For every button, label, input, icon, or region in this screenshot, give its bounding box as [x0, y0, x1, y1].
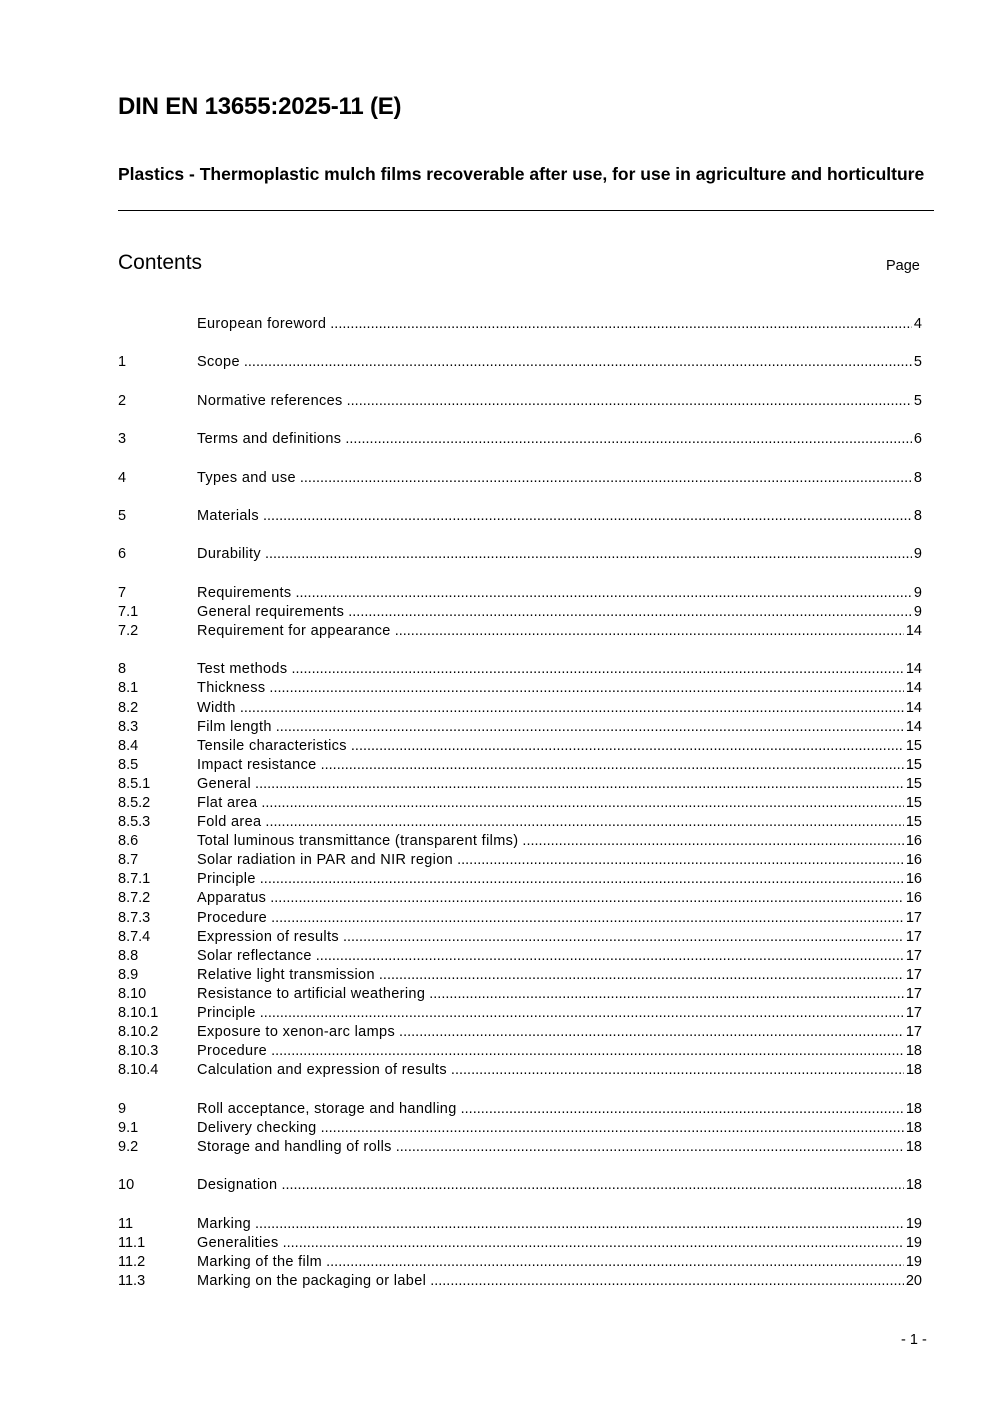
toc-entry-page: 20 [905, 1272, 922, 1289]
toc-entry-number: 8.4 [118, 737, 139, 754]
toc-entry-title: Apparatus [197, 890, 267, 907]
toc-entry[interactable] [118, 1272, 922, 1291]
toc-entry-number: 8.10.2 [118, 1024, 159, 1041]
toc-entry-number: 2 [118, 392, 127, 409]
toc-entry-title: Flat area [197, 794, 258, 811]
toc-dot-leader [316, 947, 904, 966]
toc-entry-page: 17 [905, 928, 922, 945]
toc-entry[interactable] [118, 1234, 922, 1253]
toc-entry[interactable] [118, 679, 922, 698]
toc-entry-title: Principle [197, 871, 256, 888]
toc-entry[interactable] [118, 1100, 922, 1119]
toc-entry-page: 14 [905, 661, 922, 678]
toc-entry-title: Calculation and expression of results [197, 1062, 447, 1079]
toc-entry-title: General requirements [197, 603, 345, 620]
toc-entry-number: 8.10.4 [118, 1062, 159, 1079]
toc-dot-leader [255, 1215, 904, 1234]
toc-entry-page: 17 [905, 947, 922, 964]
toc-entry-page: 14 [905, 699, 922, 716]
toc-entry[interactable] [118, 889, 922, 908]
toc-dot-leader [345, 430, 912, 449]
toc-dot-leader [429, 985, 904, 1004]
toc-entry-title: Requirement for appearance [197, 622, 391, 639]
toc-entry-title: Procedure [197, 909, 268, 926]
toc-entry-page: 15 [905, 756, 922, 773]
toc-entry[interactable] [118, 985, 922, 1004]
toc-entry-title: Procedure [197, 1043, 268, 1060]
toc-entry-title: Solar reflectance [197, 947, 312, 964]
toc-entry-page: 8 [913, 469, 922, 486]
toc-entry[interactable] [118, 947, 922, 966]
toc-entry-number: 8.7.1 [118, 871, 151, 888]
toc-entry-number: 7.1 [118, 603, 139, 620]
toc-dot-leader [347, 392, 912, 411]
toc-entry-title: Marking of the film [197, 1253, 323, 1270]
toc-entry-number: 8.3 [118, 718, 139, 735]
toc-entry-page: 17 [905, 985, 922, 1002]
toc-entry[interactable] [118, 353, 922, 372]
toc-entry-page: 16 [905, 871, 922, 888]
toc-entry-title: Relative light transmission [197, 966, 375, 983]
toc-entry[interactable] [118, 1042, 922, 1061]
toc-entry-title: Expression of results [197, 928, 339, 945]
toc-entry[interactable] [118, 622, 922, 641]
toc-entry-page: 17 [905, 909, 922, 926]
toc-entry-number: 8.7 [118, 852, 139, 869]
toc-entry-page: 5 [913, 354, 922, 371]
toc-dot-leader [283, 1234, 904, 1253]
toc-entry-page: 17 [905, 1005, 922, 1021]
toc-entry[interactable] [118, 660, 922, 679]
toc-dot-leader [265, 545, 912, 564]
toc-entry-page: 19 [905, 1215, 922, 1232]
toc-entry-number: 10 [118, 1177, 135, 1194]
contents-heading: Contents [118, 251, 203, 274]
toc-dot-leader [430, 1272, 904, 1291]
toc-dot-leader [260, 870, 904, 889]
toc-entry[interactable] [118, 813, 922, 832]
toc-entry[interactable] [118, 966, 922, 985]
toc-entry[interactable] [118, 315, 922, 334]
toc-entry-title: Scope [197, 354, 240, 371]
toc-entry-number: 7 [118, 584, 127, 601]
toc-entry[interactable] [118, 775, 922, 794]
toc-entry-number: 8.2 [118, 699, 139, 716]
toc-entry-page: 18 [905, 1177, 922, 1194]
toc-entry[interactable] [118, 1023, 922, 1042]
toc-entry[interactable] [118, 1253, 922, 1272]
toc-dot-leader [343, 928, 904, 947]
toc-entry-title: Thickness [197, 680, 266, 697]
toc-entry-title: Generalities [197, 1234, 279, 1251]
toc-dot-leader [291, 660, 903, 679]
toc-entry-number: 8.7.2 [118, 890, 151, 907]
toc-entry-title: Impact resistance [197, 756, 317, 773]
toc-entry[interactable] [118, 737, 922, 756]
toc-entry-page: 15 [905, 737, 922, 754]
toc-entry[interactable] [118, 603, 922, 622]
toc-entry[interactable] [118, 1119, 922, 1138]
toc-entry-title: Principle [197, 1005, 256, 1021]
toc-dot-leader [265, 813, 903, 832]
toc-dot-leader [522, 832, 903, 851]
toc-entry[interactable] [118, 699, 922, 718]
page-column-heading: Page [886, 258, 920, 274]
toc-dot-leader [396, 1138, 904, 1157]
toc-entry-number: 8.1 [118, 680, 139, 697]
toc-entry-number: 5 [118, 507, 127, 524]
toc-entry-page: 6 [913, 431, 922, 448]
toc-entry-title: Solar radiation in PAR and NIR region [197, 852, 454, 869]
toc-entry-number: 7.2 [118, 622, 139, 639]
toc-dot-leader [270, 889, 904, 908]
toc-dot-leader [330, 315, 912, 334]
toc-dot-leader [255, 775, 904, 794]
toc-dot-leader [244, 353, 912, 372]
toc-entry[interactable] [118, 1176, 922, 1195]
toc-dot-leader [451, 1061, 904, 1080]
toc-entry[interactable] [118, 832, 922, 851]
toc-entry-page: 18 [905, 1138, 922, 1155]
toc-dot-leader [240, 699, 904, 718]
toc-dot-leader [348, 603, 912, 622]
toc-entry-page: 9 [913, 546, 922, 563]
toc-entry-number: 1 [118, 354, 127, 371]
title-divider [118, 210, 934, 211]
toc-entry-page: 15 [905, 794, 922, 811]
toc-dot-leader [461, 1100, 904, 1119]
toc-entry-number: 8.9 [118, 966, 139, 983]
toc-dot-leader [269, 679, 903, 698]
toc-entry-title: Fold area [197, 814, 262, 831]
toc-entry-page: 16 [905, 890, 922, 907]
toc-entry-number: 4 [118, 469, 127, 486]
toc-entry[interactable] [118, 584, 922, 603]
toc-entry[interactable] [118, 430, 922, 449]
toc-entry-number: 8 [118, 661, 127, 678]
toc-entry-title: Tensile characteristics [197, 737, 347, 754]
toc-entry-page: 18 [905, 1119, 922, 1136]
toc-dot-leader [321, 1119, 904, 1138]
document-title: Plastics - Thermoplastic mulch films recoverable after use, for use in agriculture and horticulture [118, 164, 925, 184]
toc-entry-number: 9 [118, 1100, 127, 1117]
toc-entry-title: Resistance to artificial weathering [197, 985, 426, 1002]
toc-entry[interactable] [118, 870, 922, 889]
toc-entry-page: 19 [905, 1253, 922, 1270]
toc-entry-page: 15 [905, 814, 922, 831]
toc-entry-title: Types and use [197, 469, 296, 486]
toc-dot-leader [326, 1253, 904, 1272]
toc-entry-title: Roll acceptance, storage and handling [197, 1100, 457, 1117]
toc-entry-number: 8.10 [118, 985, 147, 1002]
toc-entry-number: 11.2 [118, 1253, 146, 1270]
toc-entry[interactable] [118, 909, 922, 928]
toc-dot-leader [276, 718, 904, 737]
toc-entry-page: 4 [913, 316, 922, 332]
toc-entry-title: Requirements [197, 584, 292, 601]
toc-entry[interactable] [118, 507, 922, 526]
toc-entry-page: 15 [905, 775, 922, 792]
toc-entry-number: 8.5.1 [118, 775, 151, 792]
toc-entry-number: 8.8 [118, 947, 139, 964]
toc-entry[interactable] [118, 928, 922, 947]
toc-entry[interactable] [118, 1061, 922, 1080]
toc-entry[interactable] [118, 1004, 922, 1023]
toc-entry-page: 9 [913, 603, 922, 620]
table-of-contents [118, 315, 922, 1291]
toc-entry-page: 17 [905, 966, 922, 983]
toc-entry-page: 19 [905, 1234, 922, 1251]
toc-entry-number: 9.2 [118, 1138, 139, 1155]
toc-entry-number: 8.7.4 [118, 928, 151, 945]
toc-entry-title: Durability [197, 546, 261, 563]
toc-entry[interactable] [118, 469, 922, 488]
toc-entry-page: 18 [905, 1100, 922, 1117]
toc-entry-page: 18 [905, 1043, 922, 1060]
toc-entry-title: Normative references [197, 392, 343, 409]
toc-entry-title: Storage and handling of rolls [197, 1138, 392, 1155]
toc-entry-title: Test methods [197, 661, 288, 678]
toc-entry-title: Width [197, 699, 236, 716]
toc-entry-title: Delivery checking [197, 1119, 317, 1136]
toc-entry-number: 11.1 [118, 1234, 146, 1251]
toc-dot-leader [300, 469, 912, 488]
toc-entry-title: Materials [197, 507, 259, 524]
toc-entry[interactable] [118, 545, 922, 564]
toc-entry-page: 8 [913, 507, 922, 524]
toc-entry[interactable] [118, 1138, 922, 1157]
toc-dot-leader [271, 1042, 904, 1061]
toc-entry-page: 14 [905, 718, 922, 735]
toc-entry[interactable] [118, 851, 922, 870]
toc-entry-number: 6 [118, 546, 127, 563]
toc-entry-number: 8.10.3 [118, 1043, 159, 1060]
toc-entry-page: 16 [905, 833, 922, 850]
toc-entry-number: 8.5 [118, 756, 139, 773]
toc-dot-leader [399, 1023, 904, 1042]
toc-entry-title: Marking on the packaging or label [197, 1272, 427, 1289]
toc-entry-number: 8.5.2 [118, 794, 151, 811]
toc-entry-title: Terms and definitions [197, 431, 342, 448]
toc-entry-title: Film length [197, 718, 272, 735]
document-id: DIN EN 13655:2025-11 (E) [118, 93, 402, 120]
toc-entry-title: European foreword [197, 316, 327, 332]
toc-entry-page: 18 [905, 1062, 922, 1079]
toc-entry-page: 14 [905, 680, 922, 697]
toc-entry-number: 8.7.3 [118, 909, 151, 926]
toc-dot-leader [395, 622, 904, 641]
toc-dot-leader [260, 1004, 904, 1023]
toc-dot-leader [271, 909, 904, 928]
toc-entry[interactable] [118, 718, 922, 737]
toc-dot-leader [263, 507, 912, 526]
toc-entry[interactable] [118, 794, 922, 813]
toc-dot-leader [295, 584, 911, 603]
toc-entry-page: 5 [913, 392, 922, 409]
toc-entry-number: 8.5.3 [118, 814, 151, 831]
toc-entry-number: 11.3 [118, 1272, 146, 1289]
toc-entry-number: 9.1 [118, 1119, 139, 1136]
toc-entry-number: 8.10.1 [118, 1005, 159, 1021]
toc-entry[interactable] [118, 392, 922, 411]
toc-entry-page: 17 [905, 1024, 922, 1041]
toc-entry-title: Exposure to xenon-arc lamps [197, 1024, 396, 1041]
toc-entry[interactable] [118, 756, 922, 775]
toc-entry-title: General [197, 775, 252, 792]
toc-entry-title: Marking [197, 1215, 252, 1232]
toc-dot-leader [351, 737, 904, 756]
toc-entry-page: 16 [905, 852, 922, 869]
toc-entry-number: 8.6 [118, 833, 139, 850]
toc-dot-leader [321, 756, 904, 775]
toc-entry-title: Total luminous transmittance (transparent films) [197, 833, 519, 850]
toc-dot-leader [281, 1176, 903, 1195]
toc-entry-number: 11 [118, 1215, 134, 1232]
toc-entry[interactable] [118, 1215, 922, 1234]
toc-dot-leader [379, 966, 904, 985]
toc-dot-leader [261, 794, 903, 813]
toc-entry-number: 3 [118, 431, 127, 448]
page-number: - 1 - [901, 1332, 927, 1348]
toc-entry-page: 14 [905, 622, 922, 639]
toc-dot-leader [457, 851, 904, 870]
toc-entry-page: 9 [913, 584, 922, 601]
toc-entry-title: Designation [197, 1177, 278, 1194]
